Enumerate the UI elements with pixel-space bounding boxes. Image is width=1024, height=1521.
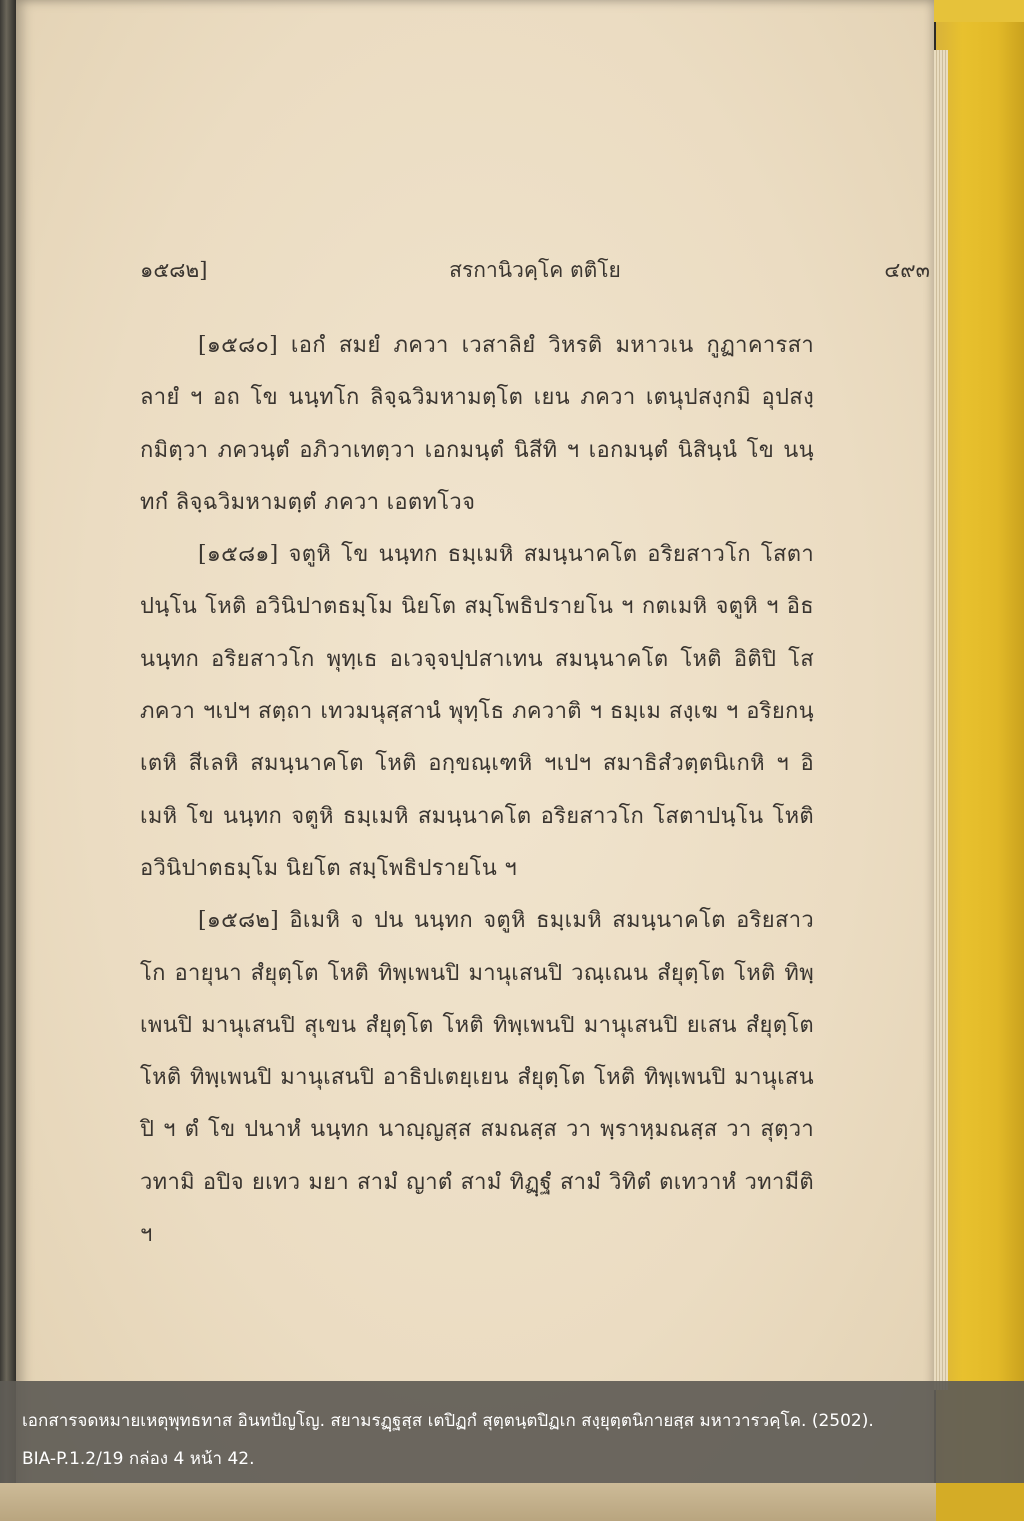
page-body <box>140 320 814 1261</box>
caption-reference: BIA-P.1.2/19 กล่อง 4 หน้า 42. <box>22 1449 255 1469</box>
paragraph-1581: [๑๕๘๑] จตูหิ โข นนฺทก ธมฺเมหิ สมนฺนาคโต อริยสาวโก โสตาปนฺโน โหติ อวินิปาตธมฺโม นิยโต สมฺโพธิปรายโน ฯ กตเมหิ จตูหิ ฯ อิธ นนฺทก อริยสาวโก พุทฺเธ อเวจฺจปฺปสาเทน สมนฺนาคโต โหติ อิติปิ โส ภควา ฯเปฯ สตฺถา เทวมนุสฺสานํ พุทฺโธ ภควาติ ฯ ธมฺเม สงฺเฆ ฯ อริยกนฺเตหิ สีเลหิ สมนฺนาคโต โหติ อกฺขณฺเฑหิ ฯเปฯ สมาธิสํวตฺตนิเกหิ ฯ อิเมหิ โข นนฺทก จตูหิ ธมฺเมหิ สมนฺนาคโต อริยสาวโก โสตาปนฺโน โหติ อวินิปาตธมฺโม นิยโต สมฺโพธิปรายโน ฯ <box>140 542 814 881</box>
header-title: สรกานิวคฺโค ตติโย <box>449 258 621 282</box>
paragraph-1580: [๑๕๘๐] เอกํ สมยํ ภควา เวสาลิยํ วิหรติ มหาวเน กูฏาคารสาลายํ ฯ อถ โข นนฺทโก ลิจฺฉวิมหามตฺโต เยน ภควา เตนุปสงฺกมิ อุปสงฺกมิตฺวา ภควนฺตํ อภิวาเทตฺวา เอกมนฺตํ นิสีทิ ฯ เอกมนฺตํ นิสินฺนํ โข นนฺทกํ ลิจฺฉวิมหามตฺตํ ภควา เอตทโวจ <box>140 333 814 515</box>
header-section-number: ๑๕๘๒] <box>140 258 208 282</box>
book-cover-edge <box>930 0 1024 22</box>
page-number: ๔๙๓ <box>884 258 930 282</box>
paragraph-1582: [๑๕๘๒] อิเมหิ จ ปน นนฺทก จตูหิ ธมฺเมหิ สมนฺนาคโต อริยสาวโก อายุนา สํยุตฺโต โหติ ทิพฺเพนปิ มานุเสนปิ วณฺเณน สํยุตฺโต โหติ ทิพฺเพนปิ มานุเสนปิ สุเขน สํยุตฺโต โหติ ทิพฺเพนปิ มานุเสนปิ ยเสน สํยุตฺโต โหติ ทิพฺเพนปิ มานุเสนปิ อาธิปเตยฺเยน สํยุตฺโต โหติ ทิพฺเพนปิ มานุเสนปิ ฯ ตํ โข ปนาหํ นนฺทก นาญฺญสฺส สมณสฺส วา พฺราหฺมณสฺส วา สุตฺวา วทามิ อปิจ ยเทว มยา สามํ ญาตํ สามํ ทิฏฺฐํ สามํ วิทิตํ ตเทวาหํ วทามีติ ฯ <box>140 908 814 1248</box>
scan-bottom-edge <box>0 1483 1024 1521</box>
running-header <box>140 254 930 288</box>
book-cover-yellow <box>936 0 1024 1521</box>
book-binding-left <box>0 0 16 1521</box>
archive-caption-bar <box>0 1381 1024 1483</box>
caption-citation: เอกสารจดหมายเหตุพุทธทาส อินทปัญโญ. สยามรฏฺฐสฺส เตปิฏกํ สุตฺตนฺตปิฏเก สงฺยุตฺตนิกายสฺส มหาวารวคฺโค. (2502). <box>22 1411 874 1431</box>
cover-bottom <box>936 1483 1024 1521</box>
